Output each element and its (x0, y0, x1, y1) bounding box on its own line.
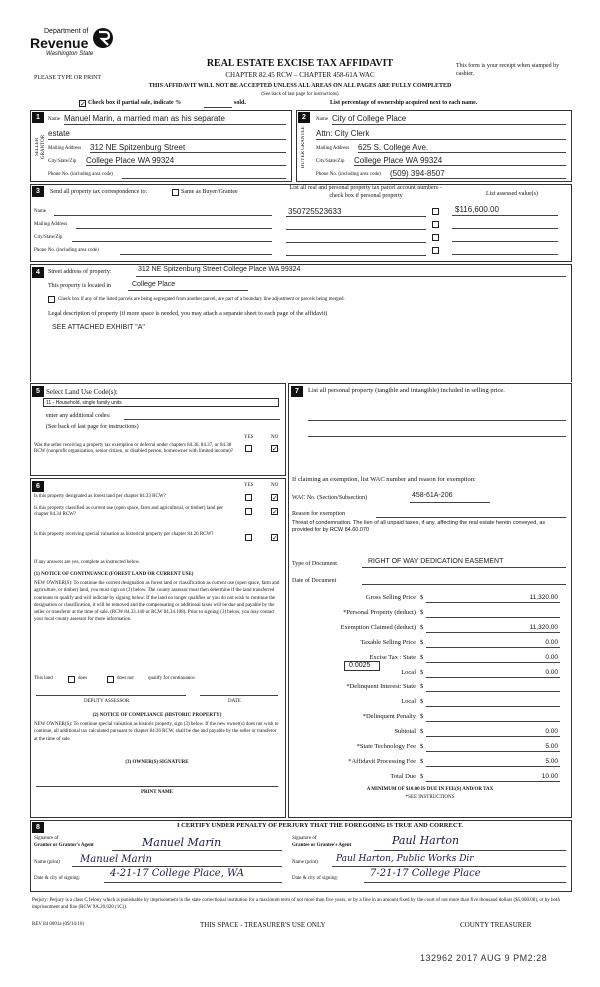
deferral-yes-checkbox[interactable] (245, 445, 252, 452)
parcel-line-2 (286, 229, 426, 230)
seller-mail-label: Mailing Address (48, 146, 82, 151)
same-as-buyer-checkbox[interactable] (172, 189, 179, 196)
county-treasurer-label: COUNTY TREASURER (460, 921, 532, 929)
historic-question: Is this property receiving special valuation as historical property per chapter 84.26 RCW? (34, 532, 214, 537)
grantee-name-label: Name (print) (292, 860, 318, 865)
exemption-question: If claiming an exemption, list WAC number and reason for exemption: (292, 476, 476, 483)
parcel-line-1 (286, 216, 426, 217)
tax-row-value[interactable]: 0.00 (545, 638, 558, 646)
section-4-number: 4 (32, 267, 44, 278)
logo-state-text: Washington State (46, 51, 94, 57)
assessed-line-1 (452, 215, 558, 216)
property-street-address[interactable]: 312 NE Spitzenburg Street College Place WA 99324 (138, 266, 301, 273)
s6-yes-header: YES (244, 483, 254, 488)
personal-property-label: List all personal property (tangible and intangible) included in selling price. (308, 387, 505, 394)
tax-row-value[interactable]: 0.00 (545, 668, 558, 676)
print-name-label: PRINT NAME (141, 790, 173, 795)
assessed-value-1[interactable]: $116,600.00 (455, 205, 499, 214)
partial-sale-label: Check box if partial sale, indicate % (88, 100, 182, 106)
corr-city-line (72, 241, 272, 242)
corr-city-label: City/State/Zip (34, 235, 63, 240)
tax-row-value[interactable]: 0.00 (545, 653, 558, 661)
tax-row-value[interactable]: 5.00 (545, 743, 558, 750)
buyer-name-1[interactable]: City of College Place (332, 114, 407, 123)
if-yes-instruction: If any answers are yes, complete as instructed below. (34, 560, 141, 565)
form-title: REAL ESTATE EXCISE TAX AFFIDAVIT (206, 58, 394, 69)
tax-row-line (426, 736, 560, 737)
this-land-label: This land (34, 676, 53, 681)
seller-mailing-address[interactable]: 312 NE Spitzenburg Street (90, 143, 186, 152)
seller-grantor-label: SELLER GRANTOR (35, 134, 46, 160)
grantee-signature-of-label: Signature of (292, 836, 317, 841)
reason-exemption-label: Reason for exemption (292, 511, 345, 517)
property-located-in[interactable]: College Place (132, 281, 176, 288)
corr-name-line (54, 215, 272, 216)
grantor-date-line (104, 882, 282, 883)
does-label: does (78, 676, 88, 681)
buyer-city-label: City/State/Zip (316, 159, 345, 164)
s5-no-header: NO (271, 435, 279, 440)
treasurer-space-label: THIS SPACE - TREASURER'S USE ONLY (200, 921, 326, 929)
assessed-value-header: List assessed value(s) (486, 191, 538, 197)
section-3-number: 3 (32, 186, 44, 197)
historic-no-checkbox[interactable]: ✓ (272, 534, 278, 542)
current-use-no-checkbox[interactable]: ✓ (272, 508, 278, 516)
current-use-yes-checkbox[interactable] (245, 508, 252, 515)
grantee-print-name[interactable]: Paul Harton, Public Works Dir (336, 854, 474, 864)
grantee-date-label: Date & city of signing: (292, 876, 339, 881)
buyer-mail-label: Mailing Address (316, 146, 350, 151)
grantee-date-line (364, 882, 566, 883)
legal-description[interactable]: SEE ATTACHED EXHIBIT "A" (52, 324, 145, 331)
dollar-sign: $ (420, 623, 424, 631)
street-address-line (136, 276, 566, 277)
tax-row-label: Local (401, 668, 416, 676)
buyer-mail-line (358, 152, 566, 153)
parcel-1-personal-checkbox[interactable] (432, 208, 439, 215)
section-4 (30, 264, 572, 382)
document-type[interactable]: RIGHT OF WAY DEDICATION EASEMENT (368, 558, 504, 565)
buyer-name-line-2 (316, 139, 566, 140)
land-use-select[interactable] (43, 398, 279, 407)
current-use-question: Is this property classified as current use (open space, farm and agricultural, or timber) land per chapter 84.34 RCW? (34, 506, 223, 517)
grantor-signature-line (112, 850, 282, 851)
partial-sale-checkbox[interactable]: ✓ (80, 100, 86, 108)
s6-no-header: NO (271, 483, 279, 488)
buyer-city-state-zip[interactable]: College Place WA 99324 (354, 156, 443, 165)
seller-phone-label: Phone No. (including area code) (48, 172, 113, 177)
local-rate-box[interactable] (344, 661, 380, 671)
dollar-sign: $ (420, 668, 424, 676)
section-2-number: 2 (298, 112, 310, 123)
buyer-phone-label: Phone No. (including area code) (316, 172, 381, 177)
assessor-date-line (200, 695, 278, 696)
tax-row-label: Gross Selling Price (365, 594, 416, 601)
located-in-line (128, 290, 248, 291)
tax-row-label: Exemption Claimed (deduct) (340, 623, 416, 631)
grantee-date-city[interactable]: 7-21-17 College Place (370, 868, 481, 879)
tax-row-line (426, 721, 560, 722)
does-not-label: does not (117, 676, 134, 681)
personal-property-line-1 (308, 420, 566, 421)
logo-dept-text: Department of (44, 28, 89, 35)
type-or-print-note: PLEASE TYPE OR PRINT (34, 75, 102, 81)
seller-name-line-1 (64, 124, 286, 125)
buyer-grantee-label: BUYER GRANTEE (301, 126, 306, 168)
revenue-logo-icon (92, 26, 114, 50)
receipt-note: This form is your receipt when stamped by cashier. (456, 63, 560, 77)
personal-property-line-2 (308, 436, 566, 437)
tax-row-value[interactable]: 11,320.00 (529, 623, 558, 631)
buyer-name-line-1 (332, 124, 566, 125)
same-as-buyer-label: Same as Buyer/Grantee (181, 189, 238, 195)
owner-signature-line (36, 786, 278, 787)
parcel-3-personal-checkbox[interactable] (432, 234, 439, 241)
s5-yes-header: YES (244, 435, 254, 440)
grantor-date-city[interactable]: 4-21-17 College Place, WA (110, 868, 244, 879)
tax-row-line (426, 781, 560, 782)
form-chapter: CHAPTER 82.45 RCW – CHAPTER 458-61A WAC (225, 71, 375, 79)
tax-row-label: *Delinquent Penalty (362, 713, 416, 721)
additional-codes-label: enter any additional codes: (46, 413, 111, 419)
section-1-number: 1 (32, 112, 44, 123)
grantee-signature-line (374, 850, 566, 851)
minimum-due-note: A MINIMUM OF $10.00 IS DUE IN FEE(S) AND/OR TAX (366, 787, 494, 792)
revenue-logo (30, 26, 125, 70)
seller-name-1[interactable]: Manuel Marin, a married man as his separate (64, 114, 225, 123)
tax-row-value[interactable]: 5.00 (545, 757, 558, 765)
dollar-sign: $ (420, 713, 424, 721)
grantor-agent-label: Grantor or Grantor's Agent (34, 843, 94, 848)
document-date-line (362, 584, 566, 585)
corr-phone-label: Phone No. (including area code) (34, 248, 99, 253)
dollar-sign: $ (420, 638, 424, 646)
notice-compliance-title: (2) NOTICE OF COMPLIANCE (HISTORIC PROPERTY) (92, 713, 222, 718)
forest-no-checkbox[interactable]: ✓ (272, 494, 278, 502)
section-7-number: 7 (291, 386, 303, 397)
seller-city-label: City/State/Zip (48, 159, 77, 164)
corr-mail-label: Mailing Address (34, 222, 68, 227)
dollar-sign: $ (420, 757, 424, 765)
tax-row-label: Total Due (390, 772, 416, 780)
parcel-2-personal-checkbox[interactable] (432, 221, 439, 228)
corr-name-label: Name (34, 209, 46, 214)
perjury-statement: Perjury: Perjury is a class C felony which is punishable by imprisonment in the state correctional institution for a maximum term of not more than five years, or by a fine in an amount fixed by the court of not more than five thousand dollars ($5,000.00), or by both imprisonment and fine (RCW 9A.20.020 (1C)). (32, 898, 560, 910)
parcel-list-header: List all real and personal property tax parcel account numbers – check box if personal property (289, 185, 443, 199)
owner-signature-label: (3) OWNER(S) SIGNATURE (125, 760, 189, 765)
assessed-line-4 (452, 254, 558, 255)
certify-statement: I CERTIFY UNDER PENALTY OF PERJURY THAT THE FOREGOING IS TRUE AND CORRECT. (176, 822, 463, 829)
parcel-line-4 (286, 255, 426, 256)
sold-label: sold. (234, 100, 246, 106)
parcel-line-3 (286, 242, 426, 243)
buyer-phone-line (390, 178, 566, 179)
segregated-label: Check box if any of the listed parcels are being segregated from another parcel, are part of a boundary line adjustment or parcels being merged. (58, 297, 345, 302)
tax-row-line (426, 647, 560, 648)
grantee-signature[interactable]: Paul Harton (392, 834, 460, 847)
reason-line (376, 517, 566, 518)
tax-row-line (426, 617, 560, 618)
notice-compliance-body: NEW OWNER(S): To continue special valuation as historic property, sign (3) below. If the new owner(s) does not wish to continue, all additional tax calculated pursuant to chapter 84.26 RCW, shall be due and payable by the seller or transferor at the time of sale. (34, 722, 279, 742)
grantee-agent-label: Grantee or Grantee's Agent (292, 843, 352, 848)
street-address-label: Street address of property: (48, 269, 112, 275)
section-8-number: 8 (32, 822, 44, 833)
tax-row-label: Local (401, 698, 416, 706)
grantor-name-label: Name (print) (34, 860, 60, 865)
buyer-city-line (354, 165, 566, 166)
see-instructions-note: *SEE INSTRUCTIONS (405, 795, 455, 800)
land-does-not-checkbox[interactable] (107, 676, 114, 683)
form-warning: THIS AFFIDAVIT WILL NOT BE ACCEPTED UNLESS ALL AREAS ON ALL PAGES ARE FULLY COMPLETED (148, 83, 452, 89)
assessed-line-3 (452, 241, 558, 242)
tax-row-label: Taxable Selling Price (360, 638, 416, 646)
dollar-sign: $ (420, 772, 424, 780)
rev-number: REV 84 0001a (09/14/16) (32, 922, 84, 927)
seller-phone-line (122, 178, 286, 179)
notice-continuance-body: NEW OWNER(S): To continue the current designation as forest land or classification as current use (open space, farm and agriculture, or timber) land, you must sign on (3) below. The county assessor must then determine if the land transferred continues to qualify and will indicate by signing below. If the land no longer qualifies or you do not wish to continue the designation or classification, it will be removed and the compensating or additional taxes will be due and payable by the seller or transferor at the time of sale. (RCW 84.33.140 or RCW 84.34.108). Prior to signing (3) below, you may contact your local county assessor for more information. (34, 581, 280, 623)
seller-city-state-zip[interactable]: College Place WA 99324 (86, 156, 175, 165)
grantor-print-name[interactable]: Manuel Marin (80, 854, 152, 865)
tax-row-label: *State Technology Fee (356, 743, 416, 750)
dollar-sign: $ (420, 653, 424, 661)
buyer-mailing-address[interactable]: 625 S. College Ave. (358, 143, 429, 152)
deputy-assessor-label: DEPUTY ASSESSOR (84, 699, 130, 704)
forest-yes-checkbox[interactable] (245, 494, 252, 501)
tax-row-line (426, 677, 560, 678)
historic-yes-checkbox[interactable] (245, 534, 252, 541)
seller-city-line (86, 165, 286, 166)
wac-line (410, 502, 490, 503)
seller-name-line-2 (48, 139, 286, 140)
tax-row-line (426, 662, 560, 663)
forest-land-question: Is this property designated as forest land per chapter 84.33 RCW? (34, 494, 166, 499)
parcel-number-1[interactable]: 350725523633 (288, 207, 342, 216)
document-type-line (362, 567, 566, 568)
logo-revenue-text: Revenue (30, 35, 89, 51)
located-in-label: This property is located in (48, 283, 111, 289)
wac-number[interactable]: 458-61A-206 (412, 492, 453, 499)
dollar-sign: $ (420, 608, 424, 616)
document-date-label: Date of Document (292, 578, 337, 584)
grantor-signature-of-label: Signature of (34, 836, 59, 841)
grantor-name-line (72, 866, 282, 867)
seller-mail-line (90, 152, 286, 153)
tax-row-line (426, 751, 560, 752)
land-use-see-back: (See back of last page for instructions) (46, 424, 139, 430)
dollar-sign: $ (420, 743, 424, 750)
ownership-instruction: List percentage of ownership acquired next to each name. (330, 100, 478, 106)
tax-row-line (426, 706, 560, 707)
grantee-name-line (332, 866, 566, 867)
dollar-sign: $ (420, 728, 424, 736)
tax-row-line (426, 602, 560, 603)
segregated-checkbox[interactable] (48, 296, 55, 303)
dollar-sign: $ (420, 698, 424, 706)
tax-row-label: Excise Tax : State (369, 653, 416, 661)
section-6 (30, 478, 286, 818)
tax-row-value[interactable]: 11,320.00 (529, 594, 558, 601)
land-use-label: Select Land Use Code(s): (46, 388, 118, 396)
tax-row-value[interactable]: 10.00 (541, 772, 558, 780)
section-5-number: 5 (32, 386, 44, 397)
buyer-name-label: Name (316, 117, 328, 122)
local-rate-value: 0.0025 (349, 662, 371, 669)
reason-for-exemption[interactable]: Threat of condemnation. The lien of all unpaid taxes, if any, affecting the real estate herein conveyed, as provided for by RCW 84.60.070 (292, 520, 546, 533)
land-does-checkbox[interactable] (68, 676, 75, 683)
dollar-sign: $ (420, 683, 424, 691)
tax-row-label: *Affidavit Processing Fee (348, 757, 416, 765)
corr-phone-line (120, 254, 272, 255)
additional-codes-line (124, 419, 280, 420)
tax-row-label: *Personal Property (deduct) (343, 608, 416, 616)
land-use-value: 11 - Household, single family units (46, 400, 122, 406)
wac-number-label: WAC No. (Section/Subsection) (292, 495, 368, 501)
grantor-date-label: Date & city of signing: (34, 876, 81, 881)
send-correspondence-label: Send all property tax correspondence to: (50, 189, 148, 195)
qualify-label: qualify for continuance. (148, 676, 196, 681)
seller-name-2[interactable]: estate (48, 129, 70, 138)
see-back-note: (See back of last page for instructions) (261, 92, 339, 97)
section-6-number: 6 (32, 481, 44, 492)
tax-row-label: *Delinquent Interest: State (346, 683, 416, 691)
corr-mail-line (76, 228, 272, 229)
buyer-name-2[interactable]: Attn: City Clerk (316, 129, 370, 138)
deferral-question: Was the seller receiving a property tax exemption or deferral under chapters 84.36, 84.37, or 84.38 RCW (nonprofit organization, senior citizen, or disabled person, homeowner with limited income)? (34, 443, 233, 454)
deferral-no-checkbox[interactable]: ✓ (272, 445, 278, 453)
notice-continuance-title: (1) NOTICE OF CONTINUANCE (FOREST LAND OR CURRENT USE) (34, 572, 194, 577)
recording-stamp: 132962 2017 AUG 9 PM2:28 (420, 953, 548, 963)
tax-row-line (426, 691, 560, 692)
assessor-date-label: DATE (228, 699, 241, 704)
legal-description-label: Legal description of property (if more space is needed, you may attach a separate sheet to each page of the affidavit) (48, 311, 328, 317)
seller-name-label: Name (48, 117, 60, 122)
tax-row-value[interactable]: 0.00 (545, 728, 558, 736)
partial-sale-percent-line (204, 107, 232, 108)
deputy-assessor-line (36, 695, 186, 696)
tax-row-label: Subtotal (394, 728, 416, 736)
parcel-4-personal-checkbox[interactable] (432, 247, 439, 254)
tax-row-line (426, 766, 560, 767)
grantor-signature[interactable]: Manuel Marin (142, 836, 222, 849)
document-type-label: Type of Document (292, 561, 337, 567)
assessed-line-2 (452, 228, 558, 229)
buyer-phone[interactable]: (509) 394-8507 (390, 169, 445, 178)
tax-row-line (426, 632, 560, 633)
dollar-sign: $ (420, 594, 424, 601)
